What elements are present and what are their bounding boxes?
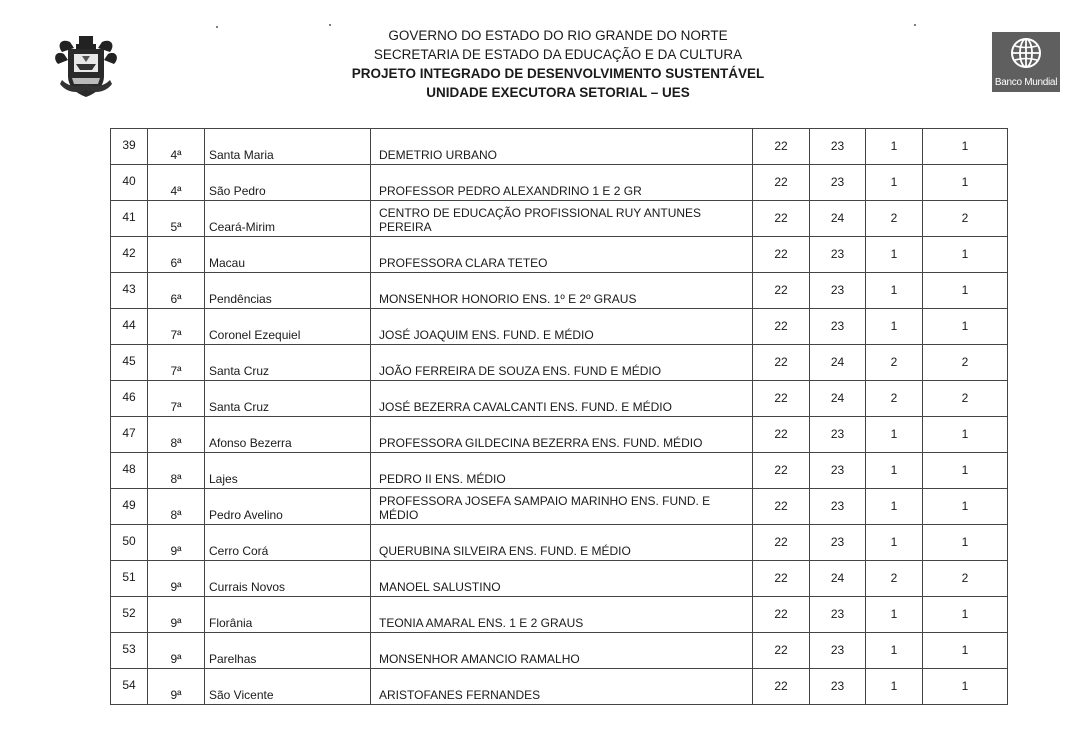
value-a-cell-text: 22 bbox=[774, 679, 788, 693]
value-b-cell-text: 23 bbox=[830, 643, 845, 657]
value-c-cell bbox=[866, 489, 923, 525]
value-b-cell-text: 23 bbox=[830, 499, 845, 513]
value-c-cell-text: 1 bbox=[890, 139, 898, 153]
municipality-cell-text: Santa Maria bbox=[209, 148, 274, 162]
value-b-cell bbox=[810, 381, 866, 417]
value-b-cell bbox=[810, 273, 866, 309]
row-number-text: 39 bbox=[122, 138, 136, 152]
municipality-cell-text: São Vicente bbox=[209, 688, 274, 702]
value-a-cell-text: 22 bbox=[774, 175, 788, 189]
value-a-cell bbox=[753, 453, 810, 489]
school-name-cell bbox=[371, 273, 753, 309]
value-d-cell bbox=[923, 309, 1008, 345]
value-c-cell bbox=[866, 345, 923, 381]
school-name-cell bbox=[371, 453, 753, 489]
value-a-cell-text: 22 bbox=[774, 247, 788, 261]
value-b-cell bbox=[810, 201, 866, 237]
value-d-cell bbox=[923, 489, 1008, 525]
school-name-cell-text: DEMETRIO URBANO bbox=[379, 148, 498, 162]
value-a-cell bbox=[753, 381, 810, 417]
table-row bbox=[111, 381, 1008, 417]
value-d-cell-text: 2 bbox=[961, 571, 969, 585]
world-bank-logo bbox=[992, 32, 1060, 92]
value-a-cell-text: 22 bbox=[774, 607, 788, 621]
dired-cell-text: 6ª bbox=[170, 256, 182, 270]
dired-cell bbox=[148, 525, 205, 561]
dired-cell-text: 8ª bbox=[170, 508, 182, 522]
value-d-cell bbox=[923, 201, 1008, 237]
value-d-cell-text: 1 bbox=[961, 283, 969, 297]
row-number bbox=[111, 417, 148, 453]
value-c-cell-text: 1 bbox=[890, 283, 898, 297]
value-d-cell bbox=[923, 597, 1008, 633]
value-b-cell bbox=[810, 669, 866, 705]
value-d-cell-text: 1 bbox=[961, 535, 969, 549]
value-a-cell-text: 22 bbox=[774, 643, 788, 657]
table-row bbox=[111, 489, 1008, 525]
value-a-cell bbox=[753, 237, 810, 273]
value-b-cell bbox=[810, 345, 866, 381]
row-number bbox=[111, 201, 148, 237]
value-b-cell bbox=[810, 237, 866, 273]
value-b-cell-text: 23 bbox=[830, 247, 845, 261]
table-row bbox=[111, 597, 1008, 633]
dired-cell bbox=[148, 165, 205, 201]
school-name-cell-text: PROFESSOR PEDRO ALEXANDRINO 1 E 2 GR bbox=[379, 184, 642, 198]
value-b-cell bbox=[810, 561, 866, 597]
dired-cell bbox=[148, 561, 205, 597]
scan-speck bbox=[914, 24, 916, 26]
dired-cell-text: 8ª bbox=[170, 472, 182, 486]
value-c-cell-text: 1 bbox=[890, 463, 898, 477]
school-name-cell-text: PROFESSORA GILDECINA BEZERRA ENS. FUND. MÉDIO bbox=[379, 436, 703, 450]
value-a-cell bbox=[753, 633, 810, 669]
value-b-cell-text: 24 bbox=[830, 391, 845, 405]
row-number bbox=[111, 309, 148, 345]
dired-cell-text: 4ª bbox=[170, 148, 182, 162]
school-name-cell bbox=[371, 129, 753, 165]
table-body bbox=[111, 129, 1008, 705]
value-b-cell bbox=[810, 597, 866, 633]
value-a-cell-text: 22 bbox=[774, 391, 788, 405]
value-c-cell bbox=[866, 129, 923, 165]
value-c-cell-text: 1 bbox=[890, 499, 898, 513]
value-b-cell-text: 23 bbox=[830, 427, 845, 441]
state-coat-of-arms-icon bbox=[52, 34, 120, 100]
table-row bbox=[111, 273, 1008, 309]
school-name-cell-text: JOSÉ JOAQUIM ENS. FUND. E MÉDIO bbox=[379, 328, 594, 342]
document-header bbox=[0, 0, 1080, 120]
value-a-cell bbox=[753, 525, 810, 561]
value-c-cell-text: 1 bbox=[890, 607, 898, 621]
municipality-cell-text: Santa Cruz bbox=[209, 400, 270, 414]
value-a-cell-text: 22 bbox=[774, 535, 788, 549]
row-number bbox=[111, 237, 148, 273]
value-c-cell-text: 1 bbox=[890, 643, 898, 657]
dired-cell-text: 6ª bbox=[170, 292, 182, 306]
value-b-cell-text: 23 bbox=[830, 463, 845, 477]
value-c-cell bbox=[866, 453, 923, 489]
value-b-cell-text: 23 bbox=[830, 679, 845, 693]
dired-cell bbox=[148, 273, 205, 309]
school-name-cell bbox=[371, 489, 753, 525]
row-number-text: 52 bbox=[122, 606, 136, 620]
table-row bbox=[111, 453, 1008, 489]
municipality-cell-text: Parelhas bbox=[209, 652, 257, 666]
row-number bbox=[111, 345, 148, 381]
dired-cell-text: 4ª bbox=[170, 184, 182, 198]
municipality-cell-text: Coronel Ezequiel bbox=[209, 328, 301, 342]
row-number-text: 47 bbox=[122, 426, 136, 440]
value-c-cell bbox=[866, 237, 923, 273]
school-name-cell-text: ARISTOFANES FERNANDES bbox=[379, 688, 541, 702]
row-number bbox=[111, 489, 148, 525]
school-name-cell-text: MANOEL SALUSTINO bbox=[379, 580, 501, 594]
value-b-cell-text: 24 bbox=[830, 355, 845, 369]
value-c-cell bbox=[866, 597, 923, 633]
table-row bbox=[111, 345, 1008, 381]
dired-cell-text: 9ª bbox=[170, 616, 182, 630]
municipality-cell-text: Afonso Bezerra bbox=[209, 436, 292, 450]
municipality-cell-text: Macau bbox=[209, 256, 246, 270]
value-d-cell bbox=[923, 417, 1008, 453]
row-number-text: 48 bbox=[122, 462, 136, 476]
row-number bbox=[111, 381, 148, 417]
row-number-text: 42 bbox=[122, 246, 136, 260]
value-c-cell-text: 1 bbox=[890, 679, 898, 693]
value-d-cell-text: 1 bbox=[961, 643, 969, 657]
value-d-cell bbox=[923, 453, 1008, 489]
value-c-cell-text: 1 bbox=[890, 427, 898, 441]
value-d-cell-text: 2 bbox=[961, 355, 969, 369]
municipality-cell bbox=[205, 561, 371, 597]
municipality-cell-text: Ceará-Mirim bbox=[209, 220, 275, 234]
value-d-cell-text: 1 bbox=[961, 319, 969, 333]
value-a-cell-text: 22 bbox=[774, 355, 788, 369]
municipality-cell bbox=[205, 597, 371, 633]
dired-cell-text: 7ª bbox=[170, 400, 182, 414]
row-number-text: 46 bbox=[122, 390, 136, 404]
row-number bbox=[111, 597, 148, 633]
value-c-cell bbox=[866, 417, 923, 453]
school-name-cell-text: PROFESSORA CLARA TETEO bbox=[379, 256, 548, 270]
municipality-cell bbox=[205, 381, 371, 417]
value-b-cell bbox=[810, 417, 866, 453]
school-name-cell bbox=[371, 345, 753, 381]
value-c-cell-text: 2 bbox=[890, 391, 898, 405]
school-name-cell-text: MONSENHOR AMANCIO RAMALHO bbox=[379, 652, 580, 666]
scan-speck bbox=[216, 26, 218, 28]
value-b-cell-text: 23 bbox=[830, 319, 845, 333]
secretariat-line: SECRETARIA DE ESTADO DA EDUCAÇÃO E DA CULTURA bbox=[373, 47, 743, 62]
dired-cell bbox=[148, 129, 205, 165]
school-name-cell bbox=[371, 381, 753, 417]
dired-cell-text: 9ª bbox=[170, 580, 182, 594]
table-row bbox=[111, 633, 1008, 669]
value-d-cell-text: 1 bbox=[961, 679, 969, 693]
value-a-cell bbox=[753, 417, 810, 453]
school-name-cell bbox=[371, 165, 753, 201]
value-b-cell bbox=[810, 489, 866, 525]
value-b-cell bbox=[810, 129, 866, 165]
table-row bbox=[111, 669, 1008, 705]
row-number-text: 50 bbox=[122, 534, 136, 548]
dired-cell bbox=[148, 633, 205, 669]
value-a-cell-text: 22 bbox=[774, 139, 788, 153]
value-c-cell bbox=[866, 669, 923, 705]
value-c-cell-text: 2 bbox=[890, 571, 898, 585]
municipality-cell bbox=[205, 633, 371, 669]
value-a-cell bbox=[753, 597, 810, 633]
school-name-cell-text: JOÃO FERREIRA DE SOUZA ENS. FUND E MÉDIO bbox=[379, 364, 662, 378]
dired-cell bbox=[148, 417, 205, 453]
dired-cell bbox=[148, 453, 205, 489]
dired-cell bbox=[148, 345, 205, 381]
value-b-cell-text: 24 bbox=[830, 211, 845, 225]
value-d-cell-text: 2 bbox=[961, 211, 969, 225]
dired-cell bbox=[148, 381, 205, 417]
value-b-cell-text: 23 bbox=[830, 535, 845, 549]
value-d-cell bbox=[923, 165, 1008, 201]
value-b-cell-text: 23 bbox=[830, 607, 845, 621]
value-d-cell-text: 1 bbox=[961, 607, 969, 621]
value-d-cell-text: 2 bbox=[961, 391, 969, 405]
value-c-cell-text: 1 bbox=[890, 175, 898, 189]
school-name-cell-text: PEDRO II ENS. MÉDIO bbox=[379, 472, 506, 486]
row-number-text: 53 bbox=[122, 642, 136, 656]
value-a-cell-text: 22 bbox=[774, 427, 788, 441]
value-d-cell bbox=[923, 381, 1008, 417]
value-a-cell-text: 22 bbox=[774, 319, 788, 333]
value-b-cell bbox=[810, 165, 866, 201]
value-a-cell bbox=[753, 669, 810, 705]
dired-cell bbox=[148, 489, 205, 525]
dired-cell bbox=[148, 669, 205, 705]
table-row bbox=[111, 309, 1008, 345]
municipality-cell bbox=[205, 417, 371, 453]
school-name-cell-text: PROFESSORA JOSEFA SAMPAIO MARINHO ENS. FUND. E MÉDIO bbox=[379, 494, 711, 522]
header-titles bbox=[330, 26, 786, 102]
table-row bbox=[111, 417, 1008, 453]
value-a-cell bbox=[753, 489, 810, 525]
value-b-cell bbox=[810, 633, 866, 669]
municipality-cell bbox=[205, 525, 371, 561]
dired-cell bbox=[148, 201, 205, 237]
row-number-text: 49 bbox=[122, 498, 136, 512]
school-name-cell-text: MONSENHOR HONORIO ENS. 1º E 2º GRAUS bbox=[379, 292, 637, 306]
school-name-cell bbox=[371, 597, 753, 633]
row-number bbox=[111, 525, 148, 561]
value-d-cell bbox=[923, 129, 1008, 165]
municipality-cell bbox=[205, 201, 371, 237]
table-row bbox=[111, 165, 1008, 201]
project-line: PROJETO INTEGRADO DE DESENVOLVIMENTO SUSTENTÁVEL bbox=[351, 66, 765, 81]
globe-icon bbox=[1009, 36, 1043, 70]
municipality-cell bbox=[205, 129, 371, 165]
dired-cell-text: 7ª bbox=[170, 328, 182, 342]
value-a-cell bbox=[753, 165, 810, 201]
value-a-cell-text: 22 bbox=[774, 571, 788, 585]
value-b-cell-text: 24 bbox=[830, 571, 845, 585]
municipality-cell bbox=[205, 237, 371, 273]
row-number bbox=[111, 165, 148, 201]
municipality-cell-text: Cerro Corá bbox=[209, 544, 269, 558]
value-c-cell bbox=[866, 381, 923, 417]
table-row bbox=[111, 201, 1008, 237]
municipality-cell-text: Currais Novos bbox=[209, 580, 286, 594]
value-b-cell-text: 23 bbox=[830, 175, 845, 189]
value-d-cell bbox=[923, 669, 1008, 705]
value-c-cell bbox=[866, 525, 923, 561]
table-row bbox=[111, 129, 1008, 165]
value-b-cell bbox=[810, 309, 866, 345]
row-number bbox=[111, 453, 148, 489]
government-line: GOVERNO DO ESTADO DO RIO GRANDE DO NORTE bbox=[388, 28, 728, 43]
value-a-cell-text: 22 bbox=[774, 283, 788, 297]
school-name-cell bbox=[371, 237, 753, 273]
schools-table bbox=[110, 128, 1008, 705]
row-number bbox=[111, 129, 148, 165]
row-number bbox=[111, 633, 148, 669]
municipality-cell-text: Pendências bbox=[209, 292, 272, 306]
municipality-cell-text: Pedro Avelino bbox=[209, 508, 283, 522]
bank-label: Banco Mundial bbox=[994, 77, 1058, 88]
value-d-cell-text: 1 bbox=[961, 175, 969, 189]
school-name-cell-text: CENTRO DE EDUCAÇÃO PROFISSIONAL RUY ANTUNES PEREIRA bbox=[379, 206, 702, 234]
dired-cell-text: 9ª bbox=[170, 688, 182, 702]
school-name-cell-text: TEONIA AMARAL ENS. 1 E 2 GRAUS bbox=[379, 616, 584, 630]
value-d-cell bbox=[923, 633, 1008, 669]
value-a-cell bbox=[753, 273, 810, 309]
value-a-cell bbox=[753, 345, 810, 381]
value-b-cell bbox=[810, 453, 866, 489]
municipality-cell-text: Lajes bbox=[209, 472, 238, 486]
value-a-cell bbox=[753, 201, 810, 237]
row-number bbox=[111, 669, 148, 705]
unit-line: UNIDADE EXECUTORA SETORIAL – UES bbox=[426, 85, 690, 100]
municipality-cell bbox=[205, 669, 371, 705]
value-d-cell-text: 1 bbox=[961, 139, 969, 153]
school-name-cell bbox=[371, 561, 753, 597]
school-name-cell bbox=[371, 669, 753, 705]
value-c-cell-text: 1 bbox=[890, 319, 898, 333]
dired-cell bbox=[148, 597, 205, 633]
row-number-text: 40 bbox=[122, 174, 136, 188]
table-row bbox=[111, 561, 1008, 597]
school-name-cell bbox=[371, 201, 753, 237]
school-name-cell bbox=[371, 309, 753, 345]
municipality-cell bbox=[205, 273, 371, 309]
municipality-cell bbox=[205, 345, 371, 381]
scan-speck bbox=[329, 24, 331, 26]
value-b-cell bbox=[810, 525, 866, 561]
value-d-cell bbox=[923, 525, 1008, 561]
value-c-cell bbox=[866, 273, 923, 309]
municipality-cell bbox=[205, 489, 371, 525]
value-b-cell-text: 23 bbox=[830, 283, 845, 297]
row-number-text: 54 bbox=[122, 678, 136, 692]
municipality-cell bbox=[205, 165, 371, 201]
value-d-cell-text: 1 bbox=[961, 499, 969, 513]
dired-cell-text: 9ª bbox=[170, 544, 182, 558]
value-d-cell-text: 1 bbox=[961, 247, 969, 261]
value-b-cell-text: 23 bbox=[830, 139, 845, 153]
municipality-cell-text: Florânia bbox=[209, 616, 253, 630]
dired-cell-text: 8ª bbox=[170, 436, 182, 450]
dired-cell bbox=[148, 309, 205, 345]
value-c-cell bbox=[866, 309, 923, 345]
value-d-cell-text: 1 bbox=[961, 427, 969, 441]
school-name-cell bbox=[371, 525, 753, 561]
value-a-cell bbox=[753, 561, 810, 597]
municipality-cell bbox=[205, 453, 371, 489]
school-name-cell-text: JOSÉ BEZERRA CAVALCANTI ENS. FUND. E MÉDIO bbox=[379, 400, 672, 414]
municipality-cell-text: São Pedro bbox=[209, 184, 266, 198]
value-a-cell bbox=[753, 129, 810, 165]
row-number-text: 45 bbox=[122, 354, 136, 368]
school-name-cell bbox=[371, 633, 753, 669]
row-number-text: 44 bbox=[122, 318, 136, 332]
value-a-cell-text: 22 bbox=[774, 499, 788, 513]
value-c-cell bbox=[866, 201, 923, 237]
value-d-cell-text: 1 bbox=[961, 463, 969, 477]
value-a-cell-text: 22 bbox=[774, 463, 788, 477]
value-d-cell bbox=[923, 273, 1008, 309]
value-c-cell bbox=[866, 561, 923, 597]
value-d-cell bbox=[923, 345, 1008, 381]
value-a-cell-text: 22 bbox=[774, 211, 788, 225]
table-row bbox=[111, 525, 1008, 561]
dired-cell bbox=[148, 237, 205, 273]
row-number-text: 43 bbox=[122, 282, 136, 296]
municipality-cell-text: Santa Cruz bbox=[209, 364, 270, 378]
value-c-cell-text: 2 bbox=[890, 211, 898, 225]
value-d-cell bbox=[923, 561, 1008, 597]
value-c-cell-text: 1 bbox=[890, 247, 898, 261]
dired-cell-text: 5ª bbox=[170, 220, 182, 234]
value-d-cell bbox=[923, 237, 1008, 273]
dired-cell-text: 9ª bbox=[170, 652, 182, 666]
value-c-cell-text: 1 bbox=[890, 535, 898, 549]
value-a-cell bbox=[753, 309, 810, 345]
value-c-cell-text: 2 bbox=[890, 355, 898, 369]
dired-cell-text: 7ª bbox=[170, 364, 182, 378]
value-c-cell bbox=[866, 165, 923, 201]
row-number-text: 51 bbox=[122, 570, 136, 584]
row-number bbox=[111, 561, 148, 597]
table-row bbox=[111, 237, 1008, 273]
value-c-cell bbox=[866, 633, 923, 669]
row-number-text: 41 bbox=[122, 210, 136, 224]
municipality-cell bbox=[205, 309, 371, 345]
row-number bbox=[111, 273, 148, 309]
school-name-cell bbox=[371, 417, 753, 453]
school-name-cell-text: QUERUBINA SILVEIRA ENS. FUND. E MÉDIO bbox=[379, 544, 631, 558]
